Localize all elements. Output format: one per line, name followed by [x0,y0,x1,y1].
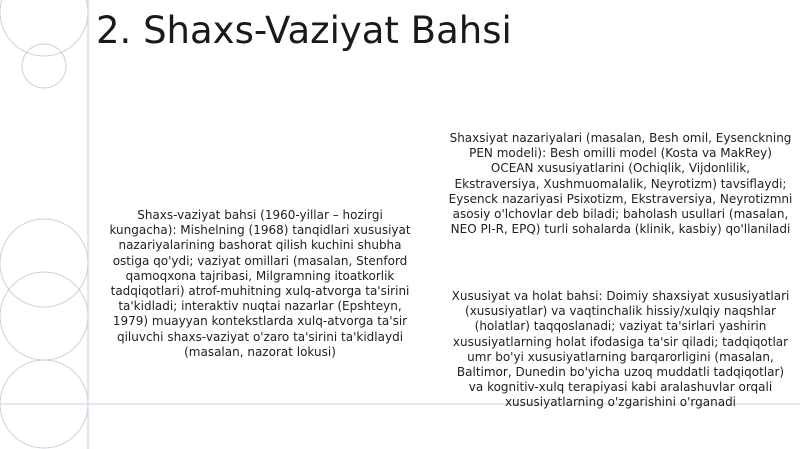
decor-circle-top [0,0,88,56]
decor-circle-bottom [0,272,88,360]
slide-title: 2. Shaxs-Vaziyat Bahsi [96,9,512,52]
right-paragraph-trait-state: Xususiyat va holat bahsi: Doimiy shaxsiyat xususiyatlari (xususiyatlar) va vaqtinchalik hissiy/xulqiy naqshlar (holatlar) taqqoslanadi; vaziyat ta'sirlari yashirin xususiyatlarning holat ifodasiga ta'sir qiladi; tadqiqotlar umr bo'yi xususiyatlarning barqarorligini (masalan, Baltimor, Dunedin bo'yicha uzoq muddatli tadqiqotlar) va kognitiv-xulq terapiyasi kabi aralashuvlar orqali xususiyatlarning o'zgarishini o'rganadi [451,289,790,410]
decor-circle-middle [0,219,88,307]
decor-circle-small [22,44,66,88]
right-paragraph-personality-theories: Shaxsiyat nazariyalari (masalan, Besh omil, Eysenckning PEN modeli): Besh omilli model (Kosta va MakRey) OCEAN xususiyatlarini (Ochiqlik, Vijdonlilik, Ekstraversiya, Xushmuomalalik, Neyrotizm) tavsiflaydi; Eysenck nazariyasi Psixotizm, Ekstraversiya, Neyrotizmni asosiy o'lchovlar deb biladi; baholash usullari (masalan, NEO PI-R, EPQ) turli sohalarda (klinik, kasbiy) qo'llaniladi [448,131,793,237]
left-paragraph: Shaxs-vaziyat bahsi (1960-yillar – hozirgi kungacha): Mishelning (1968) tanqidlari xususiyat nazariyalarining bashorat qilish kuchini shubha ostiga qo'ydi; vaziyat omillari (masalan, Stenford qamoqxona tajribasi, Milgramning itoatkorlik tadqiqotlari) atrof-muhitning xulq-atvorga ta'sirini ta'kidladi; interaktiv nuqtai nazarlar (Epshteyn, 1979) muayyan kontekstlarda xulq-atvorga ta'sir qiluvchi shaxs-vaziyat o'zaro ta'sirini ta'kidlaydi (masalan, nazorat lokusi) [109,208,411,359]
